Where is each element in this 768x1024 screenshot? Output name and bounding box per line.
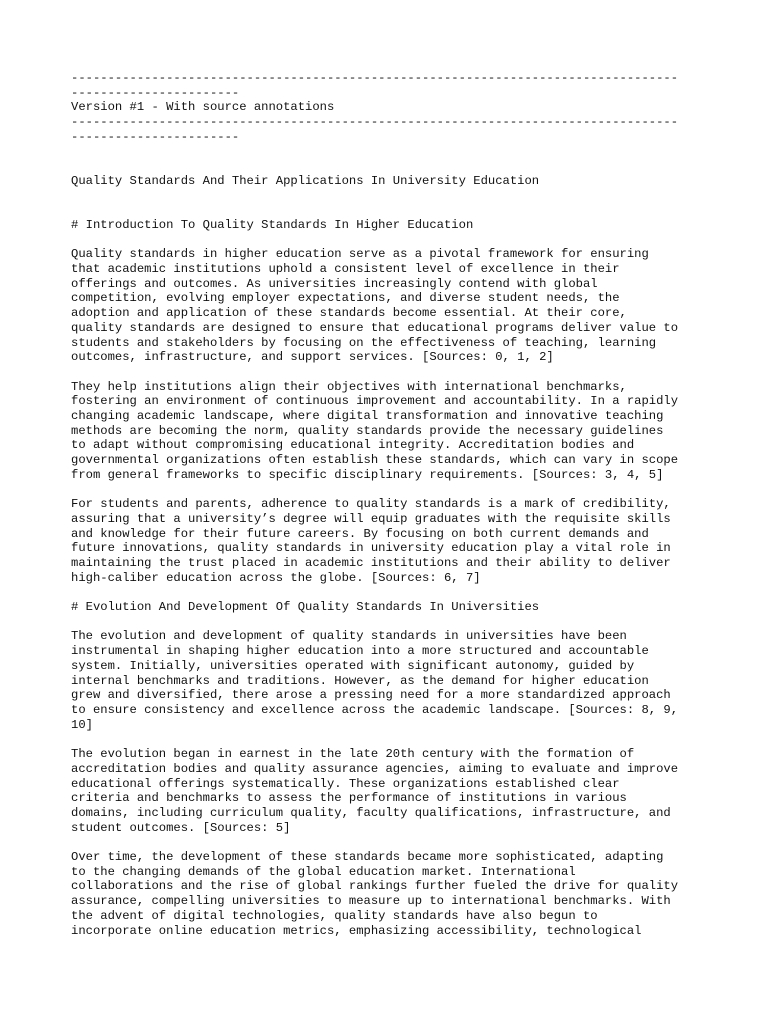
document-page: [71, 71, 711, 938]
header-rule-bottom-continuation: -----------------------: [71, 129, 240, 144]
paragraph: For students and parents, adherence to quality standards is a mark of credibility, assuring that a university’s degree will equip graduates with the requisite skills and knowledge for their future careers. By focusing on both current demands and future innovations, quality standards in university education play a vital role in maintaining the trust placed in academic institutions and their ability to deliver high-caliber education across the globe. [Sources: 6, 7]: [71, 497, 671, 585]
header-rule-bottom: -----------------------------------------------------------------------------------: [71, 115, 679, 130]
document-title: Quality Standards And Their Applications In University Education: [71, 173, 540, 188]
paragraph: Quality standards in higher education serve as a pivotal framework for ensuring that academic institutions uphold a consistent level of excellence in their offerings and outcomes. As universities increasingly contend with global competition, evolving employer expectations, and diverse student needs, the adoption and application of these standards become essential. At their core, quality standards are designed to ensure that educational programs deliver value to students and stakeholders by focusing on the effectiveness of teaching, learning outcomes, infrastructure, and support services. [Sources: 0, 1, 2]: [71, 247, 679, 365]
paragraph: They help institutions align their objectives with international benchmarks, fostering an environment of continuous improvement and accountability. In a rapidly changing academic landscape, where digital transformation and innovative teaching methods are becoming the norm, quality standards provide the necessary guidelines to adapt without compromising educational integrity. Accreditation bodies and governmental organizations often establish these standards, which can vary in scope from general frameworks to specific disciplinary requirements. [Sources: 3, 4, 5]: [71, 379, 679, 482]
paragraph: Over time, the development of these standards became more sophisticated, adapting to the changing demands of the global education market. International collaborations and the rise of global rankings further fueled the drive for quality assurance, compelling universities to measure up to international benchmarks. With the advent of digital technologies, quality standards have also begun to incorporate online education metrics, emphasizing accessibility, technological: [71, 850, 679, 938]
section-heading: # Introduction To Quality Standards In Higher Education: [71, 217, 474, 232]
paragraph: The evolution and development of quality standards in universities have been instrumental in shaping higher education into a more structured and accountable system. Initially, universities operated with significant autonomy, guided by internal benchmarks and traditions. However, as the demand for higher education grew and diversified, there arose a pressing need for a more standardized approach to ensure consistency and excellence across the academic landscape. [Sources: 8, 9, 10]: [71, 629, 679, 732]
section-heading: # Evolution And Development Of Quality Standards In Universities: [71, 600, 540, 615]
version-label: Version #1 - With source annotations: [71, 100, 335, 115]
paragraph: The evolution began in earnest in the late 20th century with the formation of accreditation bodies and quality assurance agencies, aiming to evaluate and improve educational offerings systematically. These organizations established clear criteria and benchmarks to assess the performance of institutions in various domains, including curriculum quality, faculty qualifications, infrastructure, and student outcomes. [Sources: 5]: [71, 747, 679, 835]
header-rule-top-continuation: -----------------------: [71, 85, 240, 100]
header-rule-top: -----------------------------------------------------------------------------------: [71, 71, 679, 85]
